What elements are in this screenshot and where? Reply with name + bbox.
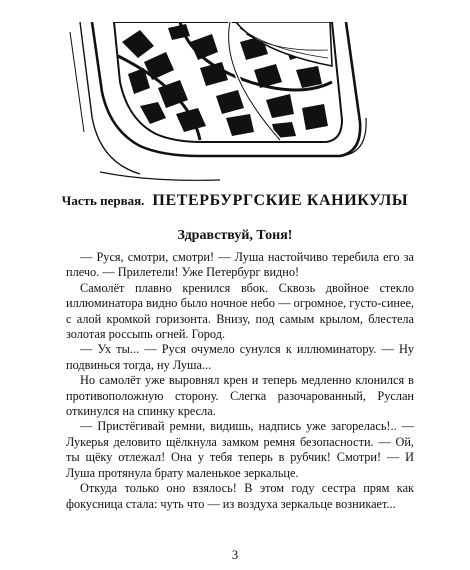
paragraph: Откуда только оно взялось! В этом году сестра прям как фокусница стала: чуть что — из воздуха зеркальце возникает... <box>66 481 414 511</box>
part-label: Часть первая. <box>61 193 145 208</box>
paragraph: — Пристёгивай ремни, видишь, надпись уже загорелась!.. — Лукерья деловито щёлкнула замком ремня безопасности. — Ой, ты щёку отлежал! Она у тебя теперь в рубчик! Смотри! — И Луша протянула брату маленькое зеркальце. <box>66 419 414 480</box>
paragraph: Самолёт плавно кренился вбок. Сквозь двойное стекло иллюминатора видно было ночное небо — огромное, густо-синее, с алой кромкой горизонта. Внизу, под самым крылом, блестела золотая россыпь огней. Город. <box>66 280 414 342</box>
page-number: 3 <box>231 548 239 562</box>
airplane-window-illustration <box>40 22 370 182</box>
paragraph: Но самолёт уже выровнял крен и теперь медленно клонился в противоположную сторону. Слегка разочарованный, Руслан откинулся на спинку кресла. <box>66 373 414 419</box>
part-heading <box>0 192 470 210</box>
paragraph: — Ух ты... — Руся очумело сунулся к иллюминатору. — Ну подвинься тогда, ну Луша... <box>66 342 414 372</box>
part-title: ПЕТЕРБУРГСКИЕ КАНИКУЛЫ <box>152 192 409 209</box>
paragraph: — Руся, смотри, смотри! — Луша настойчиво теребила его за плечо. — Прилетели! Уже Петербург видно! <box>66 250 414 280</box>
body-text <box>66 250 414 512</box>
chapter-title: Здравствуй, Тоня! <box>177 228 293 243</box>
